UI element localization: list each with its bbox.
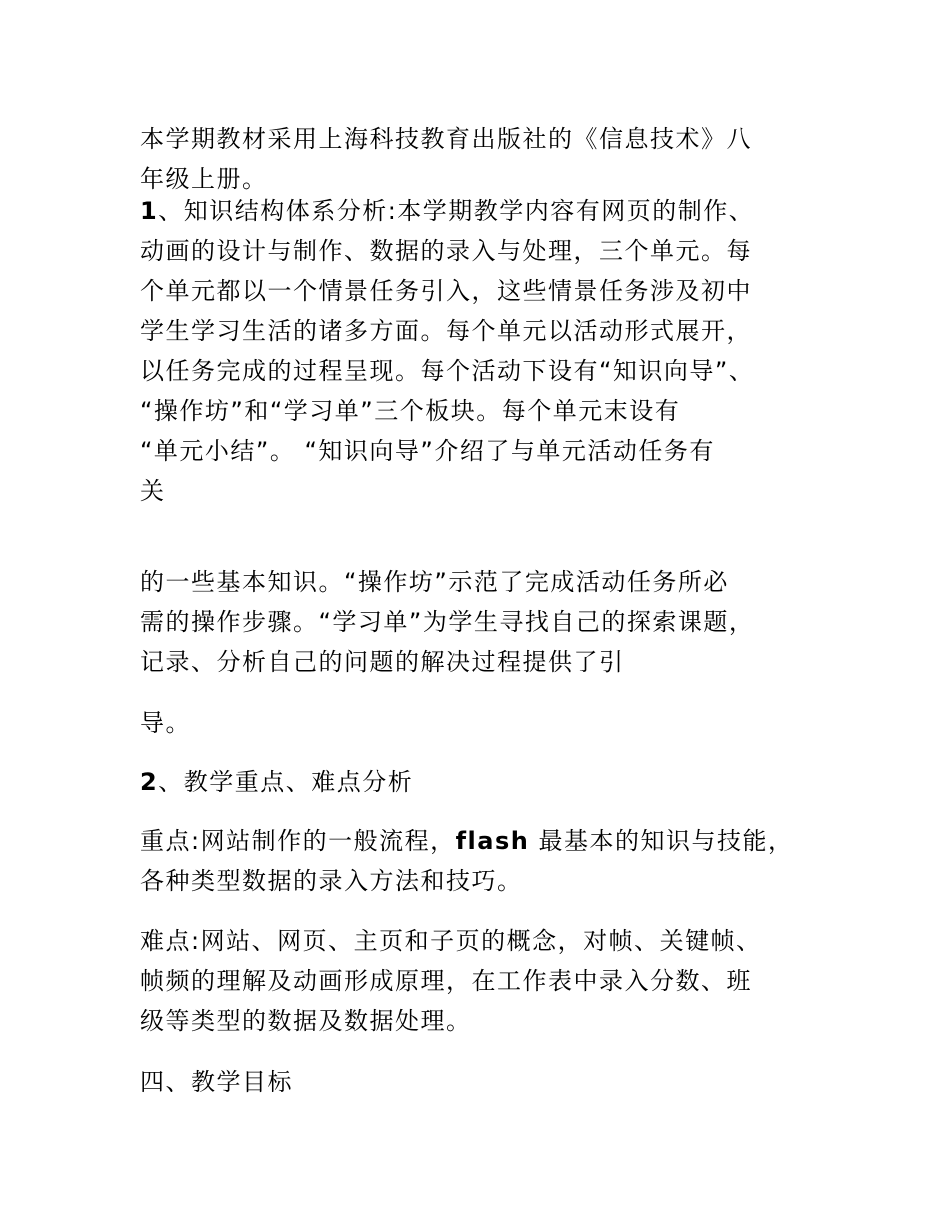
text-line: 难点:网站、网页、主页和子页的概念，对帧、关键帧、 <box>140 927 762 955</box>
text-fragment: 、知识结构体系分析:本学期教学内容有网页的制作、 <box>158 197 755 225</box>
heading-text: 、教学重点、难点分析 <box>158 768 414 796</box>
text-line: 以任务完成的过程呈现。每个活动下设有“知识向导”、 <box>140 357 755 385</box>
text-line: 级等类型的数据及数据处理。 <box>140 1007 472 1035</box>
section-number: 1 <box>140 197 159 225</box>
text-line: 个单元都以一个情景任务引入，这些情景任务涉及初中 <box>140 277 752 305</box>
text-fragment: 重点:网站制作的一般流程， <box>140 827 456 855</box>
text-line: 需的操作步骤。“学习单”为学生寻找自己的探索课题， <box>140 608 755 636</box>
text-line: “单元小结”。 “知识向导”介绍了与单元活动任务有 <box>140 437 715 465</box>
text-line: 本学期教材采用上海科技教育出版社的《信息技术》八 <box>140 125 752 153</box>
section-1-end-paragraph <box>140 703 840 743</box>
section-number: 2 <box>140 768 159 796</box>
text-line: 导。 <box>140 709 191 737</box>
heading-text: 四、教学目标 <box>140 1068 293 1096</box>
text-line: 动画的设计与制作、数据的录入与处理，三个单元。每 <box>140 237 752 265</box>
key-points-paragraph <box>140 821 840 901</box>
text-line: 的一些基本知识。“操作坊”示范了完成活动任务所必 <box>140 568 729 596</box>
text-line <box>140 191 840 231</box>
section-1-continued-paragraph <box>140 562 840 682</box>
text-line: 记录、分析自己的问题的解决过程提供了引 <box>140 648 625 676</box>
text-line: “操作坊”和“学习单”三个板块。每个单元末设有 <box>140 397 681 425</box>
text-line: 学生学习生活的诸多方面。每个单元以活动形式展开， <box>140 317 752 345</box>
text-fragment: 最基本的知识与技能， <box>529 827 794 855</box>
text-line <box>140 762 840 802</box>
text-line <box>140 821 840 861</box>
section-4-heading <box>140 1062 840 1102</box>
text-line: 关 <box>140 477 166 505</box>
section-2-heading <box>140 762 840 802</box>
section-1-paragraph <box>140 191 840 511</box>
difficulties-paragraph <box>140 921 840 1041</box>
text-line: 各种类型数据的录入方法和技巧。 <box>140 867 523 895</box>
intro-paragraph <box>140 119 840 199</box>
text-line: 年级上册。 <box>140 165 268 193</box>
flash-keyword: flash <box>455 827 530 855</box>
text-line: 帧频的理解及动画形成原理，在工作表中录入分数、班 <box>140 967 752 995</box>
